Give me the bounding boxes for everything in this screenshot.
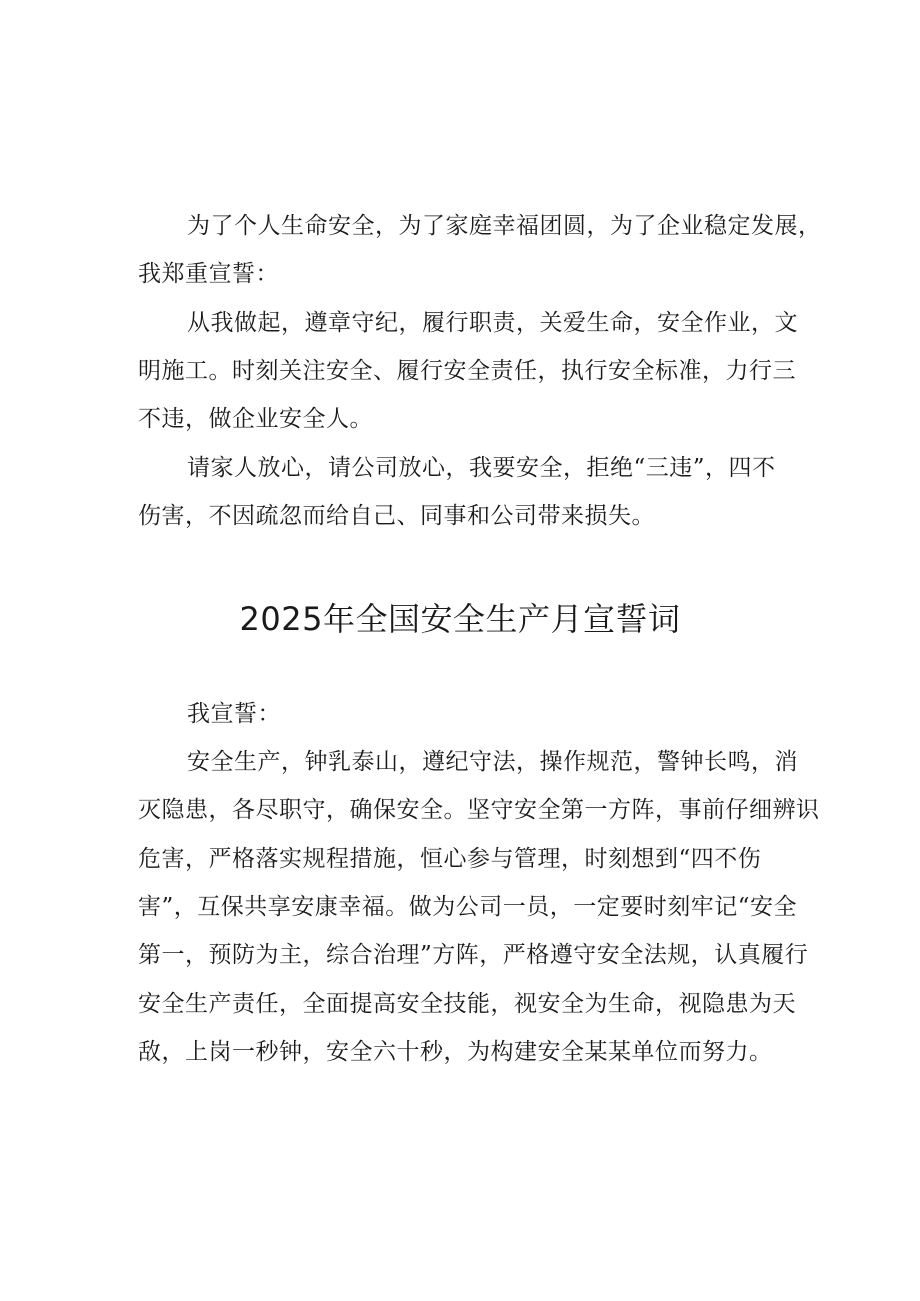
paragraph-line: 害”，互保共享安康幸福。做为公司一员，一定要时刻牢记“安全 xyxy=(138,894,798,920)
paragraph-line: 不违，做企业安全人。 xyxy=(138,406,373,432)
paragraph-line: 安全生产，钟乳泰山，遵纪守法，操作规范，警钟长鸣，消 xyxy=(187,749,798,775)
paragraph-line: 安全生产责任，全面提高安全技能，视安全为生命，视隐患为天 xyxy=(138,991,796,1017)
paragraph-line: 为了个人生命安全，为了家庭幸福团圆，为了企业稳定发展， xyxy=(187,213,822,239)
paragraph-line: 明施工。时刻关注安全、履行安全责任，执行安全标准，力行三 xyxy=(138,358,796,384)
paragraph-line: 从我做起，遵章守纪，履行职责，关爱生命，安全作业，文 xyxy=(187,310,798,336)
paragraph-line: 我郑重宣誓： xyxy=(138,261,279,287)
paragraph-line: 灭隐患，各尽职守，确保安全。坚守安全第一方阵，事前仔细辨识 xyxy=(138,797,820,823)
paragraph-line: 第一，预防为主，综合治理”方阵，严格遵守安全法规，认真履行 xyxy=(138,942,809,968)
paragraph-line: 请家人放心，请公司放心，我要安全，拒绝“三违”，四不 xyxy=(187,455,776,481)
document-title: 2025年全国安全生产月宣誓词 xyxy=(239,600,681,638)
paragraph-line: 危害，严格落实规程措施，恒心参与管理，时刻想到“四不伤 xyxy=(138,846,762,872)
paragraph-line: 伤害，不因疏忽而给自己、同事和公司带来损失。 xyxy=(138,503,655,529)
paragraph-line: 我宣誓： xyxy=(187,701,281,727)
paragraph-line: 敌，上岗一秒钟，安全六十秒，为构建安全某某单位而努力。 xyxy=(138,1039,773,1065)
